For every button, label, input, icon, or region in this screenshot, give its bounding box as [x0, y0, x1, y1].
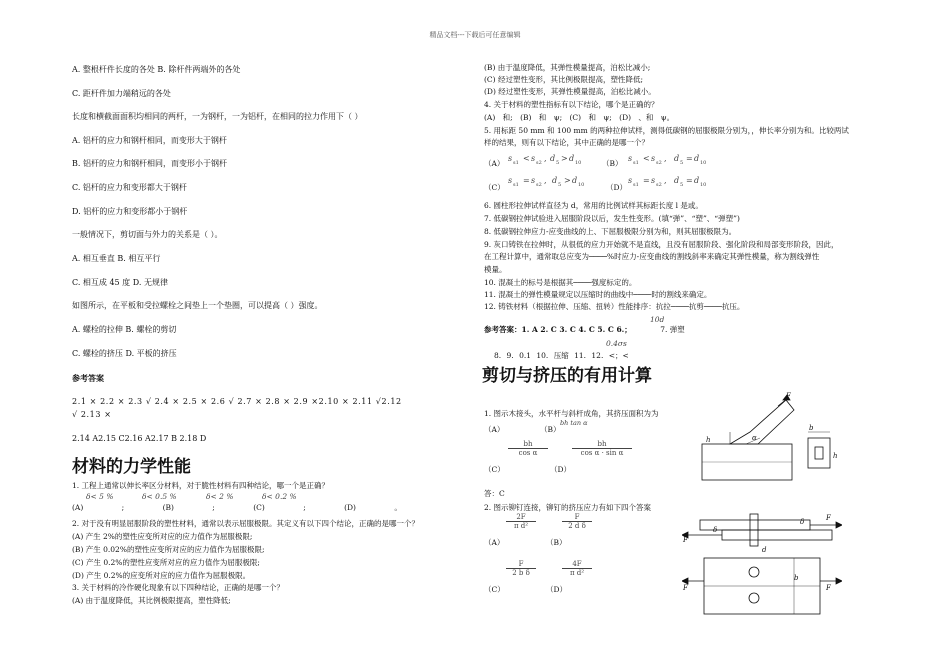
svg-text:10: 10: [578, 182, 585, 188]
option-line: A. 铝杆的应力和钢杆相同，而变形大于钢杆: [72, 136, 227, 145]
svg-text:5: 5: [680, 182, 684, 188]
q5-options: [484, 150, 844, 198]
formula-q5c: [508, 172, 598, 194]
text-line: (D) 经过塑性变形，其弹性模量提高，泊松比减小。: [484, 87, 656, 96]
ref-answers: [484, 324, 844, 335]
text-line: 11. 混凝土的弹性模量规定以压缩时的曲线中────时的割线来确定。: [484, 290, 712, 299]
svg-text:5: 5: [680, 160, 684, 166]
svg-text:s1: s1: [633, 160, 639, 166]
label-b: b: [794, 574, 799, 582]
option-label: （B）: [546, 538, 567, 547]
svg-text:d: d: [550, 154, 556, 163]
option-label: （A）: [484, 159, 505, 168]
label-alpha: α: [752, 434, 757, 442]
question-text: 3. 关于材料的冷作硬化现象有以下四种结论，正确的是哪一个？: [72, 583, 285, 592]
svg-text:s: s: [628, 176, 633, 185]
svg-text:s2: s2: [656, 182, 662, 188]
numerator: F: [506, 560, 536, 569]
option-label: （C）: [484, 585, 505, 594]
option-label: （C）: [484, 465, 505, 474]
denominator: 2 d δ: [568, 522, 586, 530]
svg-text:d: d: [694, 154, 700, 163]
svg-text:s: s: [628, 154, 633, 163]
numerator: F: [562, 513, 592, 522]
option-line: A. 螺栓的拉伸 B. 螺栓的剪切: [72, 325, 177, 334]
text-line: (A) 和; (B) 和 ψ; (C) 和 ψ; (D) 、和 ψ。: [484, 113, 675, 122]
svg-text:d: d: [569, 154, 575, 163]
answers-line: 2.14 A2.15 C2.16 A2.17 B 2.18 D: [72, 434, 207, 443]
text-line: (B) 由于温度降低，其弹性模量提高，泊松比减小;: [484, 63, 651, 72]
svg-text:>: >: [564, 176, 571, 185]
text-line: 10. 混凝土的标号是根据其────强度标定的。: [484, 278, 637, 287]
option-line: A. 相互垂直 B. 相互平行: [72, 254, 161, 263]
text-line: 模量。: [484, 265, 507, 274]
ref-answer-text: 参考答案：1. A 2. C 3. C 4. C 5. C 6.；: [484, 325, 632, 334]
label-d: d: [762, 546, 767, 554]
option-line: (B) 产生 0.02%的塑性应变所对应的应力值作为屈服极限;: [72, 545, 265, 554]
svg-text:s: s: [508, 176, 513, 185]
svg-text:s2: s2: [536, 182, 542, 188]
label-delta: δ: [800, 518, 805, 526]
formula: 0.4σs: [606, 339, 627, 348]
question-text: 如图所示，在平板和受拉螺栓之间垫上一个垫圈，可以提高（ ）强度。: [72, 301, 323, 310]
answers-heading: 参考答案: [72, 373, 104, 383]
svg-text:,: ,: [664, 176, 667, 185]
choices-line: (A) ; (B) ; (C) ; (D) 。: [72, 503, 402, 512]
svg-text:10: 10: [700, 160, 707, 166]
question-text: 长度和横截面面积均相同的两杆，一为钢杆，一为铝杆，在相同的拉力作用下（ ）: [72, 112, 363, 121]
label-F: F: [683, 536, 688, 544]
text-line: 样的结果，则有以下结论，其中正确的是哪一个？: [484, 138, 649, 147]
option-line: D. 铝杆的应力和变形都小于钢杆: [72, 207, 188, 216]
formula: bh tan α: [560, 419, 588, 427]
svg-text:s: s: [531, 154, 536, 163]
arrow-head: [836, 578, 842, 584]
answer-text: 答：C: [484, 489, 505, 498]
formula-q5b: [628, 150, 718, 172]
svg-text:d: d: [674, 154, 680, 163]
svg-text:s1: s1: [513, 182, 519, 188]
formula: δ< 5 %: [86, 492, 114, 501]
svg-text:,: ,: [664, 154, 667, 163]
svg-text:5: 5: [556, 160, 560, 166]
label-F: F: [786, 392, 791, 400]
option-label: （B）: [540, 425, 561, 434]
question-text: 1. 图示木接头，水平杆与斜杆成角，其挤压面积为为: [484, 409, 659, 418]
fraction-2a: [506, 513, 536, 530]
question-text: 一般情况下，剪切面与外力的关系是（ ）。: [72, 230, 223, 239]
rivet-hole: [749, 567, 759, 577]
option-line: (D) 产生 0.2%的应变所对应的应力值作为屈服极限。: [72, 571, 251, 580]
svg-text:>: >: [561, 154, 568, 163]
svg-text:d: d: [552, 176, 558, 185]
numerator: 2F: [506, 513, 536, 522]
bottom-plate: [722, 530, 832, 540]
svg-text:d: d: [694, 176, 700, 185]
option-label: （D）: [550, 465, 572, 474]
fraction-2d: [562, 560, 592, 577]
denominator: cos α · sin α: [580, 449, 624, 457]
label-delta: δ: [713, 526, 718, 534]
question-text: 2. 对于没有明显屈服阶段的塑性材料，通常以表示屈服极限。其定义有以下四个结论，正确的是哪一个？: [72, 519, 420, 528]
fraction-d: [572, 440, 632, 457]
numerator: bh: [572, 440, 632, 449]
svg-text:s: s: [651, 176, 656, 185]
svg-text:d: d: [674, 176, 680, 185]
numerator: bh: [508, 440, 548, 449]
label-h: h: [706, 436, 711, 444]
label-b: b: [809, 424, 814, 432]
fraction-c: [508, 440, 548, 457]
svg-text:s1: s1: [633, 182, 639, 188]
svg-text:s2: s2: [656, 160, 662, 166]
text-line: 5. 用标距 50 mm 和 100 mm 的两种拉伸试样，测得低碳钢的屈服极限分别为，，伸长率分别为和。比较两试: [484, 126, 849, 135]
svg-text:10: 10: [700, 182, 707, 188]
svg-text:d: d: [572, 176, 578, 185]
svg-text:=: =: [686, 176, 693, 185]
fraction-2b: [562, 513, 592, 530]
option-line: (C) 产生 0.2%的塑性应变所对应的应力值作为屈服极限;: [72, 558, 260, 567]
fraction-2c: [506, 560, 536, 577]
option-label: （B）: [602, 159, 623, 168]
svg-text:s: s: [508, 154, 513, 163]
text-line: 7. 低碳钢拉伸试验进入屈服阶段以后，发生性变形。(填“弹”、“塑”、“弹塑”): [484, 214, 740, 223]
formula-q5d: [628, 172, 718, 194]
rivet-hole: [749, 593, 759, 603]
option-label: （A）: [484, 538, 505, 547]
ref-answer-7: 7. 弹塑: [660, 325, 685, 334]
option-line: C. 铝杆的应力和变形都大于钢杆: [72, 183, 187, 192]
svg-text:10: 10: [575, 160, 582, 166]
denominator: 2 b δ: [512, 569, 530, 577]
svg-text:<: <: [643, 154, 650, 163]
svg-text:=: =: [686, 154, 693, 163]
section-view: [808, 438, 830, 468]
option-label: （A）: [484, 425, 505, 434]
option-label: （D）: [606, 183, 628, 192]
text-line: 8. 低碳钢拉伸应力-应变曲线的上、下屈服极限分别为和，则其屈服极限为。: [484, 227, 737, 236]
formula: δ< 2 %: [206, 492, 234, 501]
svg-text:5: 5: [558, 182, 562, 188]
formula: δ< 0.5 %: [142, 492, 177, 501]
formula: δ< 0.2 %: [262, 492, 297, 501]
option-label: （D）: [546, 585, 568, 594]
answers-line: 2.1 × 2.2 × 2.3 √ 2.4 × 2.5 × 2.6 √ 2.7 × 2.8 × 2.9 ×2.10 × 2.11 √2.12: [72, 397, 402, 406]
rivet-joint-figure: [682, 508, 842, 618]
denominator: cos α: [518, 449, 538, 457]
denominator: π d²: [513, 522, 529, 530]
svg-text:s1: s1: [513, 160, 519, 166]
ref-answers-line2: 8. 9. 0.1 10. 压缩 11. 12. <；<: [494, 351, 629, 360]
arrow-head: [836, 522, 842, 528]
label-F: F: [683, 584, 688, 592]
label-F: F: [826, 584, 831, 592]
svg-text:<: <: [523, 154, 530, 163]
option-line: (A) 产生 2%的塑性应变所对应的应力值作为屈服极限;: [72, 532, 253, 541]
text-line: 在工程计算中，通常取总应变为────%时应力-应变曲线的割线斜率来确定其弹性模量，称为割线弹性: [484, 252, 820, 261]
svg-text:=: =: [523, 176, 530, 185]
label-F: F: [826, 514, 831, 522]
inclined-bar: [730, 400, 794, 444]
option-line: C. 相互成 45 度 D. 无规律: [72, 278, 168, 287]
text-line: 6. 圆柱形拉伸试样直径为 d，常用的比例试样其标距长度 l 是或。: [484, 201, 703, 210]
page-header: 精品文档---下载后可任意编辑: [429, 31, 521, 39]
numerator: 4F: [562, 560, 592, 569]
denominator: π d²: [569, 569, 585, 577]
option-line: B. 铝杆的应力和钢杆相同，而变形小于钢杆: [72, 159, 227, 168]
svg-text:s2: s2: [536, 160, 542, 166]
svg-text:=: =: [643, 176, 650, 185]
svg-text:,: ,: [544, 154, 547, 163]
svg-text:s: s: [531, 176, 536, 185]
text-line: (C) 经过塑性变形，其比例极限提高，塑性降低;: [484, 75, 644, 84]
question-text: 2. 图示铆钉连接，铆钉的挤压应力有如下四个答案: [484, 503, 652, 512]
label-h-section: h: [833, 452, 838, 460]
text-line: 9. 灰口铸铁在拉伸时，从很低的应力开始就不是直线，且没有屈服阶段、强化阶段和局部变形阶段，因此，: [484, 240, 839, 249]
text-line: 12. 铸铁材料（根据拉伸、压缩、扭转）性能排序：抗拉────抗剪────抗压。: [484, 302, 745, 311]
wood-joint-figure: [690, 392, 860, 492]
section-title: 剪切与挤压的有用计算: [482, 366, 652, 386]
option-line: C. 距杆件加力端稍远的各处: [72, 89, 171, 98]
section-inner: [815, 447, 823, 459]
option-line: (A) 由于温度降低，其比例极限提高，塑性降低;: [72, 596, 231, 605]
answers-line: √ 2.13 ×: [72, 410, 112, 419]
text-line: 4. 关于材料的塑性指标有以下结论，哪个是正确的？: [484, 100, 659, 109]
question-text: 1. 工程上通常以伸长率区分材料，对于脆性材料有四种结论，哪一个是正确？: [72, 481, 330, 490]
svg-text:,: ,: [544, 176, 547, 185]
option-label: （C）: [484, 183, 505, 192]
option-line: A. 整根杆件长度的各处 B. 除杆件两端外的各处: [72, 65, 241, 74]
svg-text:s: s: [651, 154, 656, 163]
formula-q5a: [508, 150, 588, 172]
section-title: 材料的力学性能: [72, 457, 191, 477]
formula: 10d: [650, 315, 665, 324]
option-line: C. 螺栓的挤压 D. 平板的挤压: [72, 349, 177, 358]
